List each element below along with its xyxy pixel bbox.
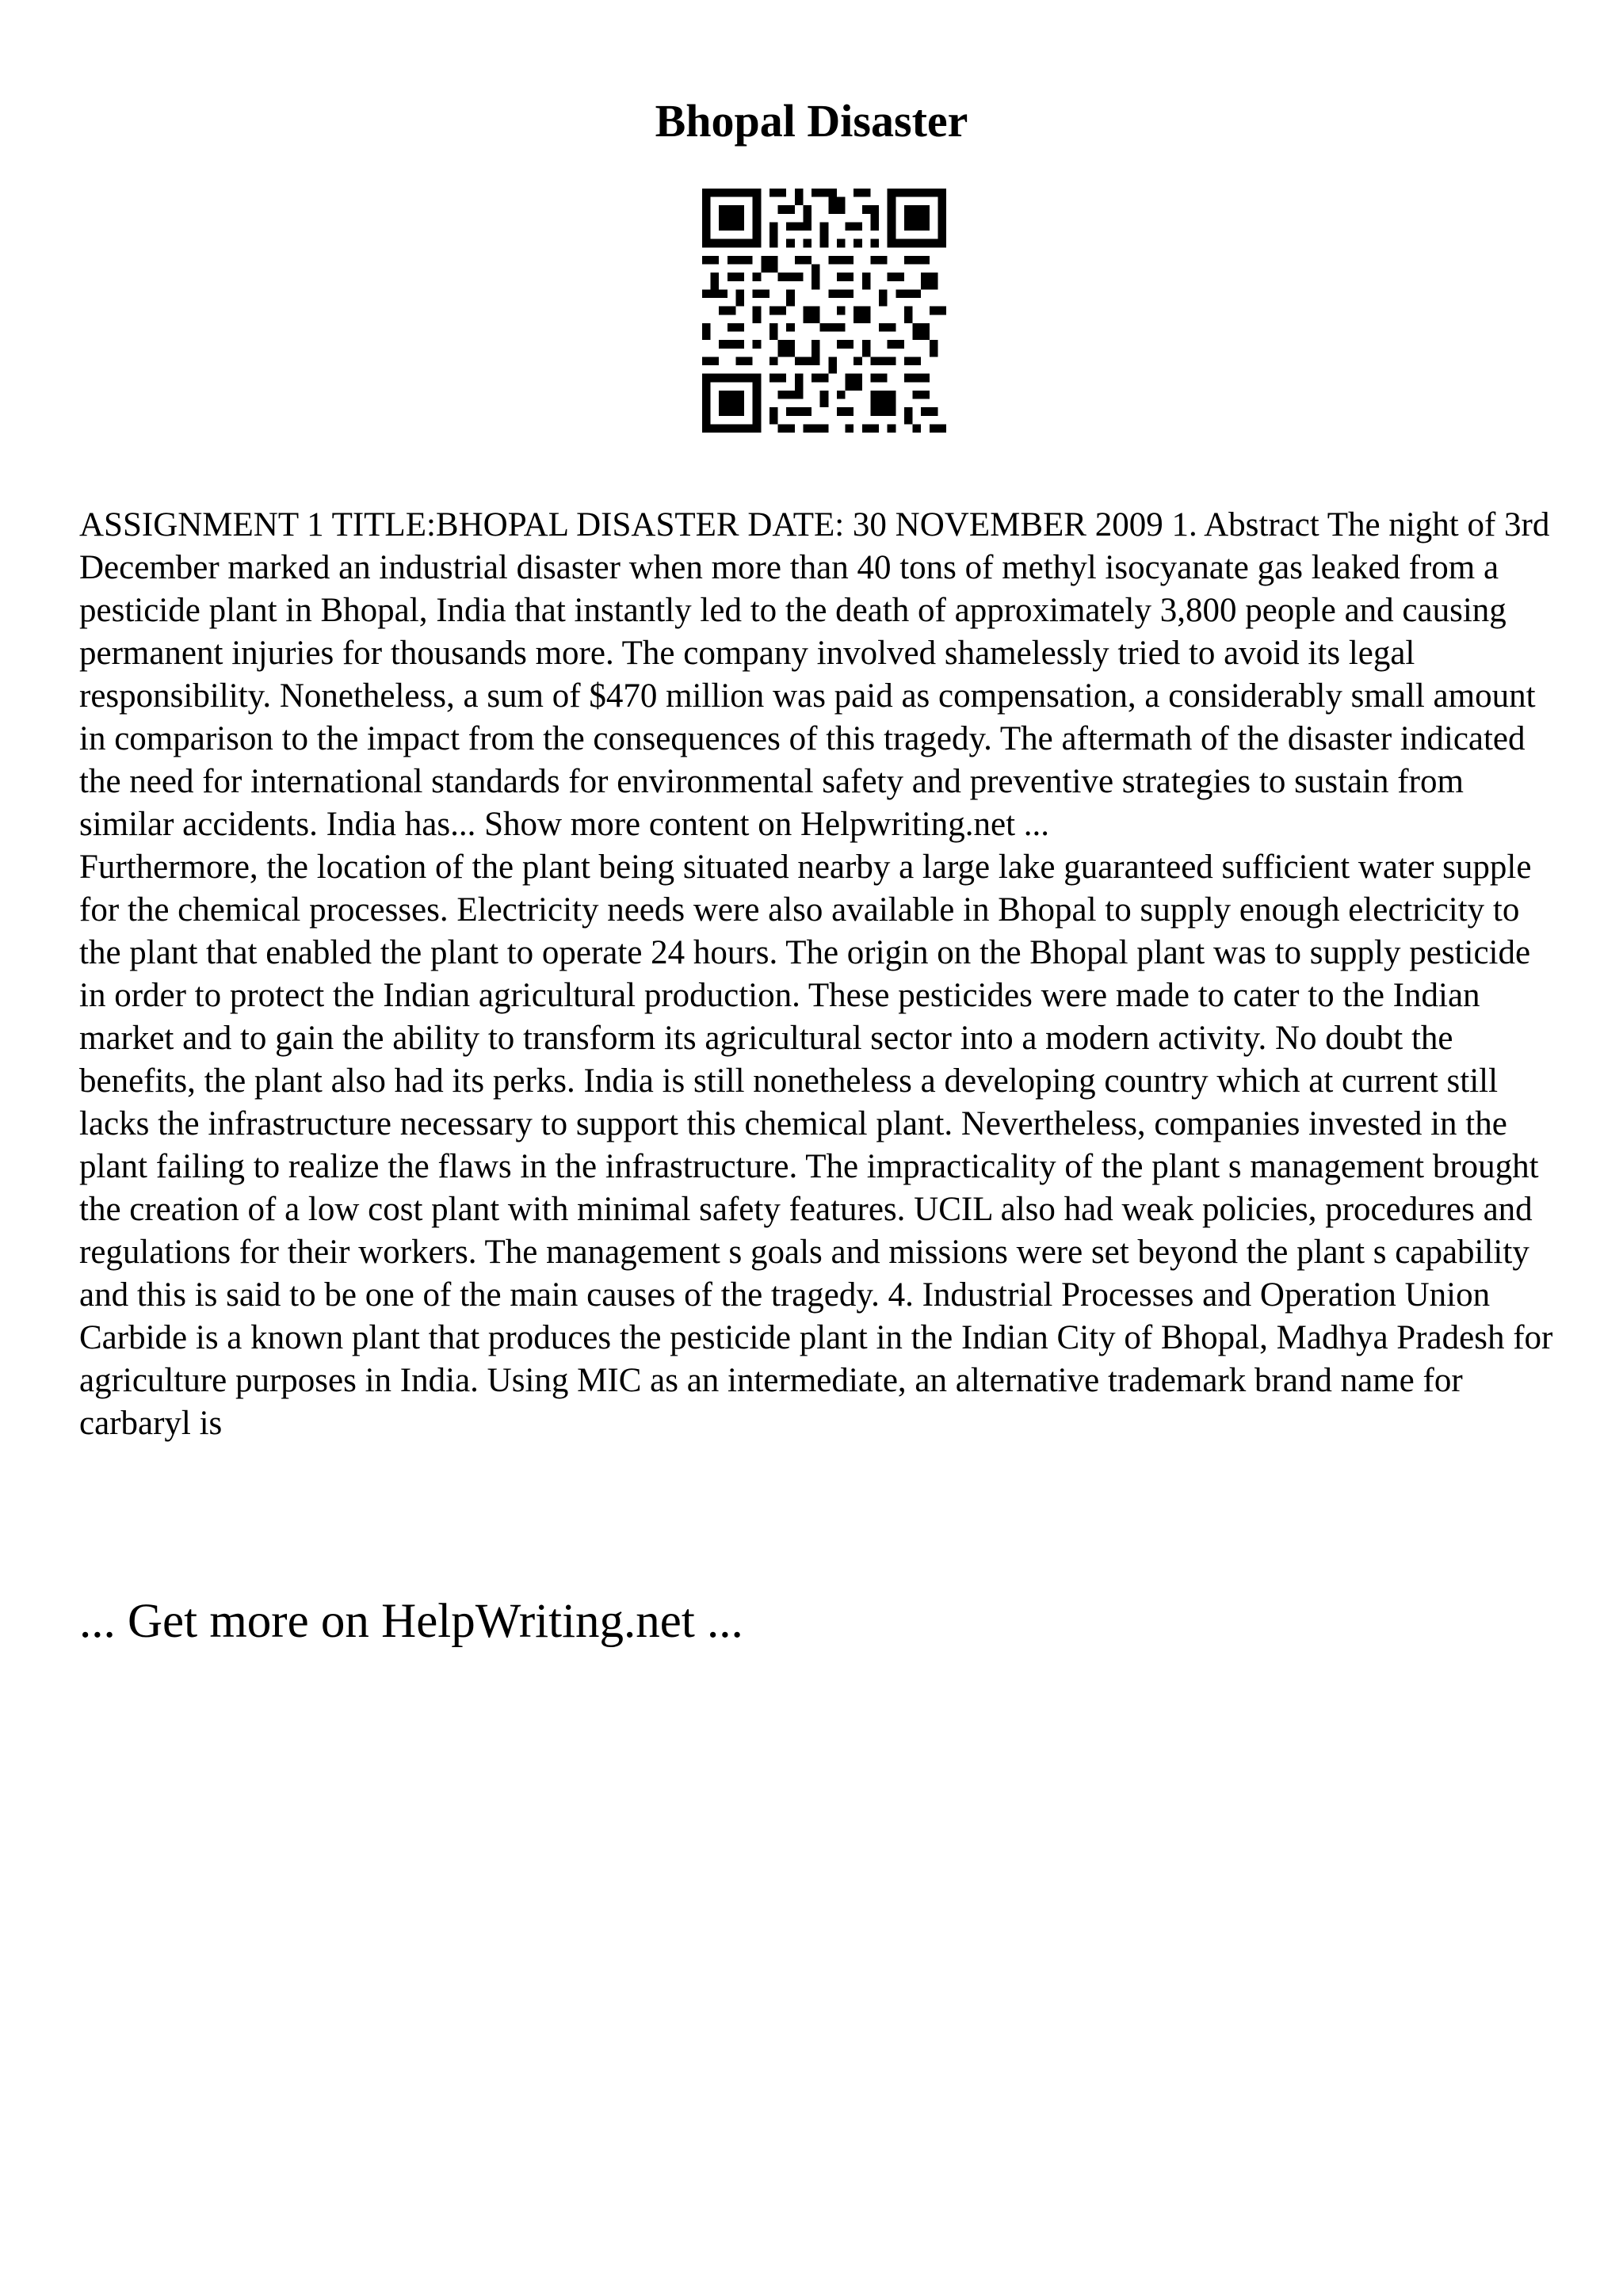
paragraph-abstract: ASSIGNMENT 1 TITLE:BHOPAL DISASTER DATE: 30 NOVEMBER 2009 1. Abstract The night of 3rd December marked an industrial disaster when more than 40 tons of methyl isocyanate gas leaked from a pesticide plant in Bhopal, India that instantly led to the death of approximately 3,800 people and causing permanent injuries for thousands more. The company involved shamelessly tried to avoid its legal responsibility. Nonetheless, a sum of $470 million was paid as compensation, a considerably small amount in comparison to the impact from the consequences of this tragedy. The aftermath of the disaster indicated the need for international standards for environmental safety and preventive strategies to sustain from similar accidents. India has... Show more content on Helpwriting.net ... [79, 506, 1550, 843]
document-title: Bhopal Disaster [655, 95, 968, 147]
get-more-link[interactable]: ... Get more on HelpWriting.net ... [79, 1595, 743, 1648]
qr-code-icon [702, 189, 946, 433]
paragraph-main: Furthermore, the location of the plant being situated nearby a large lake guaranteed sufficient water supple for the chemical processes. Electricity needs were also available in Bhopal to supply enough electricity to the plant that enabled the plant to operate 24 hours. The origin on the Bhopal plant was to supply pesticide in order to protect the Indian agricultural production. These pesticides were made to cater to the Indian market and to gain the ability to transform its agricultural sector into a modern activity. No doubt the benefits, the plant also had its perks. India is still nonetheless a developing country which at current still lacks the infrastructure necessary to support this chemical plant. Nevertheless, companies invested in the plant failing to realize the flaws in the infrastructure. The impracticality of the plant s management brought the creation of a low cost plant with minimal safety features. UCIL also had weak policies, procedures and regulations for their workers. The management s goals and missions were set beyond the plant s capability and this is said to be one of the main causes of the tragedy. 4. Industrial Processes and Operation Union Carbide is a known plant that produces the pesticide plant in the Indian City of Bhopal, Madhya Pradesh for agriculture purposes in India. Using MIC as an intermediate, an alternative trademark brand name for carbaryl is [79, 849, 1553, 1442]
document-body [79, 504, 1553, 1445]
